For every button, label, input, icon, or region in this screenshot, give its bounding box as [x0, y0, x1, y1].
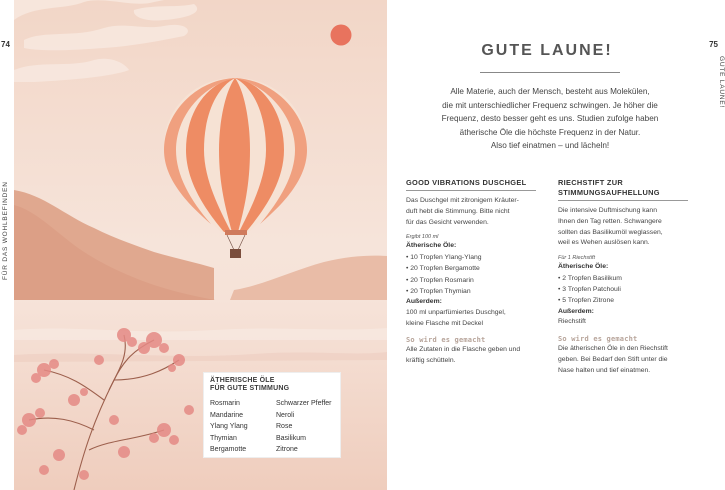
sidebar-title-line1: ÄTHERISCHE ÖLE	[210, 377, 275, 384]
intro-line: Also tief einatmen – und lächeln!	[490, 141, 610, 151]
how-to-heading: So wird es gemacht	[558, 335, 638, 344]
page-title: GUTE LAUNE!	[481, 42, 613, 59]
page-number-right: 75	[709, 40, 718, 49]
essential-oils-sidebar	[203, 372, 341, 458]
title-divider	[480, 72, 620, 73]
recipe-yield: Für 1 Riechstift	[558, 255, 595, 262]
oils-label: Ätherische Öle:	[406, 242, 457, 250]
extra-line: 100 ml unparfümiertes Duschgel,	[406, 308, 506, 316]
recipe-title	[558, 178, 688, 201]
recipe-desc-line: Ihnen den Tag retten. Schwangere	[558, 217, 662, 225]
balloon-illustration	[14, 0, 387, 490]
how-line: Die ätherischen Öle in den Riechstift	[558, 345, 668, 353]
sidebar-oil: Rose	[276, 423, 293, 430]
oils-label: Ätherische Öle:	[558, 263, 609, 271]
recipe-title-line1: RIECHSTIFT ZUR	[558, 178, 623, 187]
sidebar-oil: Neroli	[276, 411, 295, 419]
oils-list	[406, 252, 536, 297]
intro-line: die mit unterschiedlicher Frequenz schwingen. Je höher die	[442, 100, 658, 110]
sidebar-column-2	[276, 398, 332, 456]
sidebar-oil: Schwarzer Pfeffer	[276, 400, 332, 407]
recipe-desc-line: für das Gesicht verwenden.	[406, 218, 489, 226]
how-line: kräftig schütteln.	[406, 357, 456, 365]
list-item: • 20 Tropfen Rosmarin	[406, 276, 474, 284]
how-line: geben. Bei Bedarf den Stift unter die	[558, 355, 668, 363]
sidebar-title-line2: FÜR GUTE STIMMUNG	[210, 385, 290, 392]
list-item: • 3 Tropfen Patchouli	[558, 286, 621, 294]
oils-list	[558, 273, 688, 307]
intro-line: Alle Materie, auch der Mensch, besteht aus Molekülen,	[450, 87, 650, 96]
running-head-right: GUTE LAUNE!	[718, 56, 725, 109]
recipe-shower-gel	[406, 178, 536, 367]
recipe-desc-line: duft hebt die Stimmung. Bitte nicht	[406, 207, 510, 215]
intro-line: Frequenz, desto besser geht es uns. Studien zufolge haben	[441, 114, 659, 124]
recipe-desc-line: Die intensive Duftmischung kann	[558, 207, 657, 214]
extra-label: Außerdem:	[406, 298, 442, 305]
recipe-title: GOOD VIBRATIONS DUSCHGEL	[406, 178, 536, 191]
recipe-desc-line: Das Duschgel mit zitronigem Kräuter-	[406, 197, 519, 204]
extra-label: Außerdem:	[558, 307, 594, 315]
recipe-inhaler-stick	[558, 178, 688, 377]
recipe-yield: Ergibt 100 ml	[406, 234, 439, 241]
intro-paragraph	[418, 85, 682, 153]
right-page	[388, 0, 706, 490]
list-item: • 10 Tropfen Ylang-Ylang	[406, 254, 482, 262]
list-item: • 20 Tropfen Thymian	[406, 287, 471, 295]
list-item: • 20 Tropfen Bergamotte	[406, 265, 480, 273]
intro-line: ätherische Öle die höchste Frequenz in der Natur.	[459, 127, 641, 137]
recipe-desc-line: sollten das Basilikumöl weglassen,	[558, 228, 663, 236]
sidebar-oil: Rosmarin	[210, 400, 240, 407]
sidebar-oil: Basilikum	[276, 434, 306, 442]
sidebar-oil: Bergamotte	[210, 446, 247, 453]
how-to-heading: So wird es gemacht	[406, 336, 486, 345]
balloon-basket	[230, 249, 241, 258]
extra-line: kleine Flasche mit Deckel	[406, 319, 484, 327]
extra-line: Riechstift	[558, 318, 586, 326]
list-item: • 2 Tropfen Basilikum	[558, 274, 622, 282]
how-line: Alle Zutaten in die Flasche geben und	[406, 346, 521, 354]
sidebar-column-1	[210, 398, 276, 456]
recipe-title-line2: STIMMUNGSAUFHELLUNG	[558, 188, 660, 197]
left-margin	[0, 0, 14, 490]
how-line: Nase halten und tief einatmen.	[558, 366, 651, 374]
sun	[331, 25, 352, 46]
sidebar-oil: Zitrone	[276, 446, 298, 453]
recipe-desc-line: weil es Wehen auslösen kann.	[558, 239, 650, 247]
sidebar-oil: Thymian	[210, 434, 237, 442]
sidebar-oil: Ylang Ylang	[210, 423, 248, 430]
list-item: • 5 Tropfen Zitrone	[558, 297, 615, 305]
sidebar-oil: Mandarine	[210, 411, 244, 419]
running-head-left: FÜR DAS WOHLBEFINDEN	[2, 181, 9, 280]
page-number-left: 74	[1, 40, 10, 49]
